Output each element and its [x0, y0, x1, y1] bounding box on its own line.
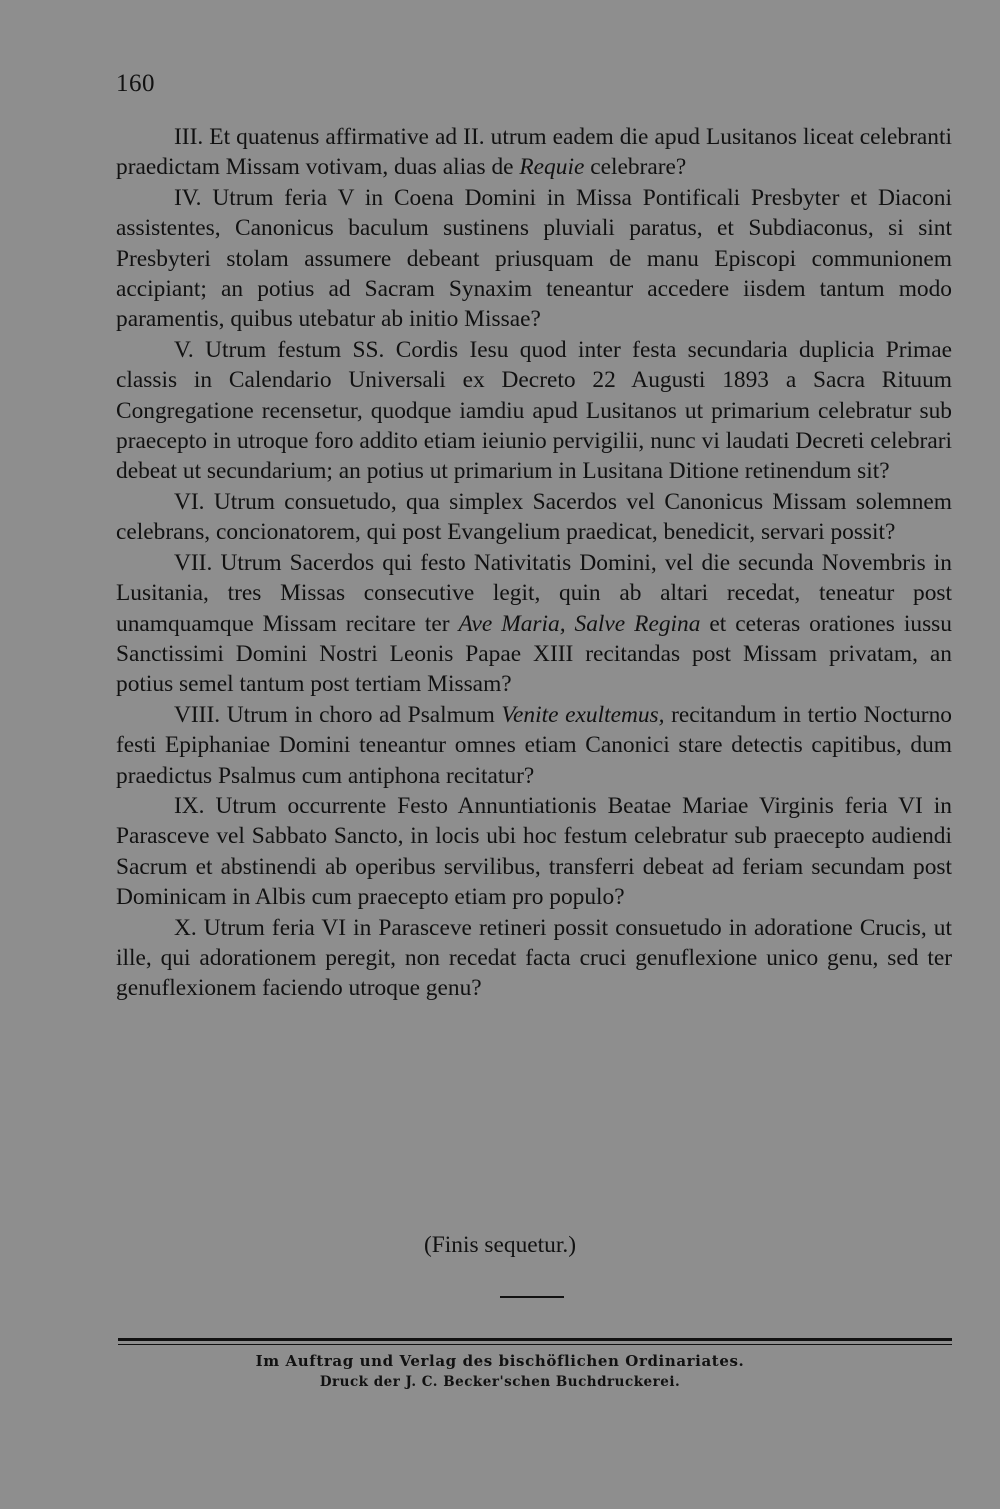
body-text	[116, 122, 952, 1004]
text-run: X. Utrum feria VI in Parasceve retineri possit consuetudo in adoratione Crucis, ut ille, qui adorationem peregit, non recedat facta cruci genuflexione unico genu, sed ter genuflexionem faciendo utroque genu?	[116, 914, 952, 1002]
text-run: recitandum in tertio Nocturno festi Epiphaniae Domini teneantur omnes etiam Canonici stare detectis capitibus, dum praedictus Psalmus cum antiphona recitatur?	[116, 701, 952, 789]
footer-rule-thin	[118, 1344, 952, 1345]
imprint-printer: Druck der J. C. Becker'schen Buchdruckerei.	[319, 1374, 681, 1390]
section-divider	[500, 1296, 564, 1298]
text-run: IV. Utrum feria V in Coena Domini in Missa Pontificali Presbyter et Diaconi assistentes, Canonicus baculum sustinens pluviali paratus, et Subdiaconus, si sint Presbyteri stolam assumere debeant priusquam de manu Episcopi communionem accipiant; an potius ad Sacram Synaxim teneantur accedere iisdem tantum modo paramentis, quibus utebatur ab initio Missae?	[116, 184, 952, 333]
text-run: V. Utrum festum SS. Cordis Iesu quod inter festa secundaria duplicia Primae classis in Calendario Universali ex Decreto 22 Augusti 1893 a Sacra Rituum Congregatione recensetur, quodque iamdiu apud Lusitanos ut primarium celebratur sub praecepto in utroque foro addito etiam ieiunio pervigilii, nunc vi laudati Decreti celebrari debeat ut secundarium; an potius ut primarium in Lusitana Ditione retinendum sit?	[116, 336, 952, 485]
paragraph-6	[116, 700, 952, 791]
italic-text: Ave Maria, Salve Regina	[458, 610, 701, 637]
text-run: celebrare?	[584, 154, 687, 181]
paragraph-1	[116, 122, 952, 183]
text-run: VIII. Utrum in choro ad Psalmum	[174, 701, 502, 728]
paragraph-7	[116, 791, 952, 913]
finis-note: (Finis sequetur.)	[423, 1232, 577, 1258]
text-run: IX. Utrum occurrente Festo Annuntiationis Beatae Mariae Virginis feria VI in Parasceve vel Sabbato Sancto, in locis ubi hoc festum celebratur sub praecepto audiendi Sacrum et abstinendi ab operibus servilibus, transferri debeat ad feriam secundam post Dominicam in Albis cum praecepto etiam pro populo?	[116, 792, 952, 911]
text-run: et ceteras orationes iussu Sanctissimi Domini Nostri Leonis Papae XIII recitandas post Missam privatam, an potius semel tantum post tertiam Missam?	[116, 610, 952, 698]
paragraph-4	[116, 487, 952, 548]
paragraph-3	[116, 335, 952, 487]
page-number: 160	[116, 70, 155, 97]
paragraph-2	[116, 183, 952, 335]
paragraph-8	[116, 913, 952, 1004]
footer-rule-thick	[118, 1338, 952, 1341]
text-run: III. Et quatenus affirmative ad II. utrum eadem die apud Lusitanos liceat celebranti praedictam Missam votivam, duas alias de	[116, 124, 952, 181]
italic-text: Requie	[519, 154, 585, 181]
imprint-publisher: Im Auftrag und Verlag des bischöflichen Ordinariates.	[255, 1352, 745, 1370]
text-run: VII. Utrum Sacerdos qui festo Nativitatis Domini, vel die secunda Novembris in Lusitania, tres Missas consecutive legit, quin ab altari recedat, teneatur post unamquamque Missam recitare ter	[116, 549, 952, 637]
text-run: VI. Utrum consuetudo, qua simplex Sacerdos vel Canonicus Missam solemnem celebrans, concionatorem, qui post Evangelium praedicat, benedicit, servari possit?	[116, 488, 952, 546]
italic-text: Venite exultemus,	[501, 701, 665, 728]
paragraph-5	[116, 548, 952, 700]
